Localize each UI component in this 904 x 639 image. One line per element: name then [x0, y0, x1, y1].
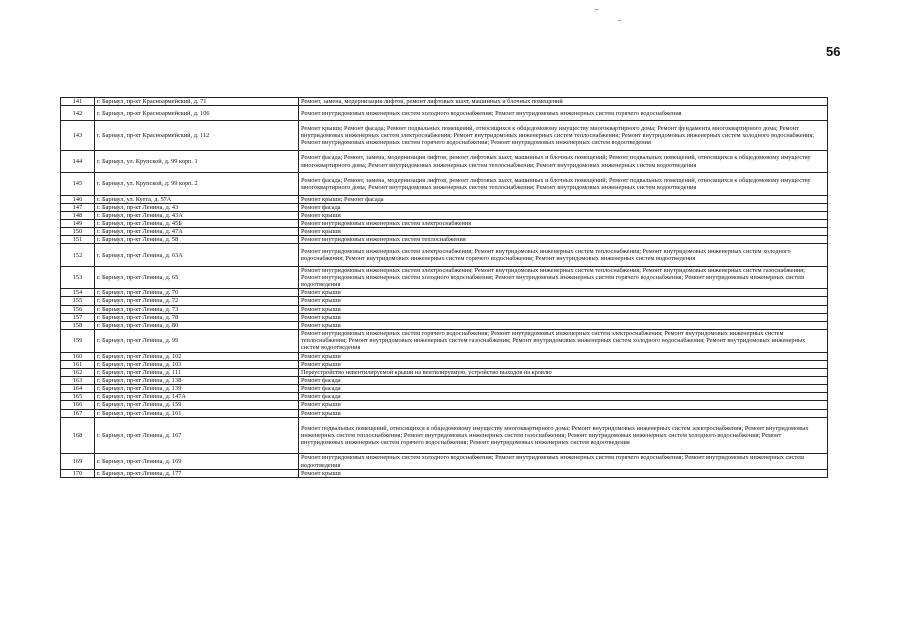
row-works: Ремонт внутридомовых инженерных систем теплоснабжения: [299, 236, 828, 244]
row-number: 161: [61, 360, 95, 368]
row-address: г. Барнаул, пр-кт Красноармейский, д. 112: [95, 121, 299, 151]
row-works: Ремонт крыши: [299, 305, 828, 313]
table-row: [61, 469, 828, 477]
row-number: 168: [61, 417, 95, 454]
row-number: 166: [61, 401, 95, 409]
row-works: Ремонт крыши; Ремонт фасада; Ремонт подвальных помещений, относящихся к общедомовому имуществу многоквартирного дома; Ремонт фундамента многоквартирного дома; Ремонт внутридомовых инженерных систем электроснабжения; Ремонт внутридомовых инженерных систем теплоснабжения; Ремонт внутридомовых инженерных систем холодного водоснабжения; Ремонт внутридомовых инженерных систем горячего водоснабжения; Ремонт внутридомовых инженерных систем водоотведения: [299, 121, 828, 151]
row-works: Ремонт крыши; Ремонт фасада: [299, 195, 828, 203]
row-address: г. Барнаул, пр-кт Ленина, д. 139: [95, 385, 299, 393]
row-address: г. Барнаул, пр-кт Ленина, д. 45Б: [95, 220, 299, 228]
table-row: [61, 228, 828, 236]
row-works: Ремонт внутридомовых инженерных систем горячего водоснабжения; Ремонт внутридомовых инженерных систем электроснабжения; Ремонт внутридомовых инженерных систем теплоснабжения; Ремонт внутридомовых инженерных систем газоснабжения; Ремонт внутридомовых инженерных систем холодного водоснабжения; Ремонт внутридомовых инженерных систем водоотведения: [299, 330, 828, 352]
table-row: [61, 236, 828, 244]
row-works: Ремонт крыши: [299, 321, 828, 329]
row-works: Ремонт подвальных помещений, относящихся к общедомовому имуществу многоквартирного дома; Ремонт внутридомовых инженерных систем электроснабжения; Ремонт внутридомовых инженерных систем теплоснабжения; Ремонт внутридомовых инженерных систем газоснабжения; Ремонт внутридомовых инженерных систем холодного водоснабжения; Ремонт внутридомовых инженерных систем горячего водоснабжения; Ремонт внутридомовых инженерных систем водоотведения: [299, 417, 828, 454]
row-address: г. Барнаул, пр-кт Ленина, д. 78: [95, 313, 299, 321]
row-works: Ремонт крыши: [299, 228, 828, 236]
table-row: [61, 377, 828, 385]
table-row: [61, 106, 828, 121]
row-address: г. Барнаул, пр-кт Ленина, д. 70: [95, 289, 299, 297]
row-number: 150: [61, 228, 95, 236]
table-row: [61, 244, 828, 266]
row-address: г. Барнаул, пр-кт Ленина, д. 58: [95, 236, 299, 244]
table-row: [61, 297, 828, 305]
row-address: г. Барнаул, ул. Крупской, д. 99 корп. 2: [95, 173, 299, 195]
row-address: г. Барнаул, пр-кт Ленина, д. 72: [95, 297, 299, 305]
table-row: [61, 313, 828, 321]
row-address: г. Барнаул, пр-кт Красноармейский, д. 71: [95, 98, 299, 106]
row-works: Ремонт внутридомовых инженерных систем электроснабжения: [299, 220, 828, 228]
row-works: Ремонт внутридомовых инженерных систем холодного водоснабжения; Ремонт внутридомовых инженерных систем горячего водоснабжения; Ремонт внутридомовых инженерных систем водоотведения: [299, 454, 828, 469]
page-number: 56: [826, 44, 841, 59]
row-works: Ремонт, замена, модернизация лифтов, ремонт лифтовых шахт, машинных и блочных помещений: [299, 98, 828, 106]
row-works: Ремонт крыши: [299, 469, 828, 477]
row-number: 147: [61, 203, 95, 211]
row-works: Ремонт фасада; Ремонт, замена, модернизация лифтов, ремонт лифтовых шахт, машинных и блочных помещений; Ремонт подвальных помещений, относящихся к общедомовому имуществу многоквартирного дома; Ремонт внутридомовых инженерных систем теплоснабжения; Ремонт внутридомовых инженерных систем водоотведения: [299, 173, 828, 195]
row-number: 167: [61, 409, 95, 417]
row-number: 148: [61, 211, 95, 219]
row-address: г. Барнаул, пр-кт Ленина, д. 111: [95, 368, 299, 376]
row-works: Ремонт крыши: [299, 313, 828, 321]
table-row: [61, 211, 828, 219]
table-row: [61, 360, 828, 368]
table-row: [61, 289, 828, 297]
row-number: 151: [61, 236, 95, 244]
row-address: г. Барнаул, пр-кт Ленина, д. 138: [95, 377, 299, 385]
row-number: 152: [61, 244, 95, 266]
row-works: Переустройство невентилируемой крыши на вентилируемую, устройство выходов на кровлю: [299, 368, 828, 376]
row-number: 145: [61, 173, 95, 195]
row-works: Ремонт внутридомовых инженерных систем электроснабжения; Ремонт внутридомовых инженерных систем теплоснабжения; Ремонт внутридомовых инженерных систем холодного водоснабжения; Ремонт внутридомовых инженерных систем горячего водоснабжения; Ремонт внутридомовых инженерных систем водоотведения: [299, 244, 828, 266]
table-row: [61, 203, 828, 211]
row-address: г. Барнаул, пр-кт Красноармейский, д. 106: [95, 106, 299, 121]
row-address: г. Барнаул, пр-кт Ленина, д. 73: [95, 305, 299, 313]
table-row: [61, 409, 828, 417]
row-number: 163: [61, 377, 95, 385]
table-row: [61, 98, 828, 106]
table-row: [61, 385, 828, 393]
row-address: г. Барнаул, пр-кт Ленина, д. 147А: [95, 393, 299, 401]
row-number: 165: [61, 393, 95, 401]
row-works: Ремонт фасада; Ремонт, замена, модернизация лифтов, ремонт лифтовых шахт, машинных и блочных помещений; Ремонт подвальных помещений, относящихся к общедомовому имуществу многоквартирного дома; Ремонт внутридомовых инженерных систем теплоснабжения; Ремонт внутридомовых инженерных систем водоотведения: [299, 150, 828, 172]
row-number: 160: [61, 352, 95, 360]
table-row: [61, 121, 828, 151]
row-number: 158: [61, 321, 95, 329]
table-row: [61, 352, 828, 360]
row-address: г. Барнаул, ул. Крупской, д. 99 корп. 1: [95, 150, 299, 172]
row-number: 154: [61, 289, 95, 297]
table-row: [61, 220, 828, 228]
row-address: г. Барнаул, пр-кт Ленина, д. 102: [95, 352, 299, 360]
row-number: 155: [61, 297, 95, 305]
row-works: Ремонт фасада: [299, 203, 828, 211]
row-address: г. Барнаул, ул. Куета, д. 57А: [95, 195, 299, 203]
table-row: [61, 195, 828, 203]
table-row: [61, 266, 828, 288]
table-row: [61, 454, 828, 469]
row-address: г. Барнаул, пр-кт Ленина, д. 80: [95, 321, 299, 329]
row-address: г. Барнаул, пр-кт Ленина, д. 43А: [95, 211, 299, 219]
row-works: Ремонт крыши: [299, 409, 828, 417]
repair-works-table: [60, 97, 828, 478]
row-works: Ремонт крыши: [299, 211, 828, 219]
row-address: г. Барнаул, пр-кт Ленина, д. 43: [95, 203, 299, 211]
row-address: г. Барнаул, пр-кт Ленина, д. 169: [95, 454, 299, 469]
row-number: 156: [61, 305, 95, 313]
row-number: 159: [61, 330, 95, 352]
table-row: [61, 401, 828, 409]
row-works: Ремонт фасада: [299, 385, 828, 393]
row-number: 143: [61, 121, 95, 151]
row-address: г. Барнаул, пр-кт Ленина, д. 65: [95, 266, 299, 288]
row-number: 162: [61, 368, 95, 376]
table-row: [61, 173, 828, 195]
row-number: 170: [61, 469, 95, 477]
row-number: 164: [61, 385, 95, 393]
table-row: [61, 321, 828, 329]
row-address: г. Барнаул, пр-кт Ленина, д. 159: [95, 401, 299, 409]
row-address: г. Барнаул, пр-кт Ленина, д. 103: [95, 360, 299, 368]
table-row: [61, 368, 828, 376]
row-number: 144: [61, 150, 95, 172]
row-number: 141: [61, 98, 95, 106]
row-works: Ремонт крыши: [299, 297, 828, 305]
row-number: 157: [61, 313, 95, 321]
row-works: Ремонт внутридомовых инженерных систем холодного водоснабжения; Ремонт внутридомовых инженерных систем горячего водоснабжения: [299, 106, 828, 121]
row-works: Ремонт крыши: [299, 289, 828, 297]
row-works: Ремонт внутридомовых инженерных систем электроснабжения; Ремонт внутридомовых инженерных систем теплоснабжения; Ремонт внутридомовых инженерных систем газоснабжения; Ремонт внутридомовых инженерных систем холодного водоснабжения; Ремонт внутридомовых инженерных систем горячего водоснабжения; Ремонт внутридомовых инженерных систем водоотведения: [299, 266, 828, 288]
row-number: 149: [61, 220, 95, 228]
table-row: [61, 417, 828, 454]
row-works: Ремонт крыши: [299, 360, 828, 368]
table-row: [61, 305, 828, 313]
row-number: 142: [61, 106, 95, 121]
row-works: Ремонт крыши: [299, 352, 828, 360]
row-number: 153: [61, 266, 95, 288]
row-address: г. Барнаул, пр-кт Ленина, д. 167: [95, 417, 299, 454]
row-address: г. Барнаул, пр-кт Ленина, д. 99: [95, 330, 299, 352]
row-address: г. Барнаул, пр-кт Ленина, д. 63А: [95, 244, 299, 266]
table-row: [61, 150, 828, 172]
row-address: г. Барнаул, пр-кт Ленина, д. 161: [95, 409, 299, 417]
table-row: [61, 330, 828, 352]
row-address: г. Барнаул, пр-кт Ленина, д. 47А: [95, 228, 299, 236]
row-number: 146: [61, 195, 95, 203]
row-works: Ремонт крыши: [299, 401, 828, 409]
row-works: Ремонт фасада: [299, 377, 828, 385]
row-address: г. Барнаул, пр-кт Ленина, д. 177: [95, 469, 299, 477]
row-works: Ремонт фасада: [299, 393, 828, 401]
row-number: 169: [61, 454, 95, 469]
table-row: [61, 393, 828, 401]
